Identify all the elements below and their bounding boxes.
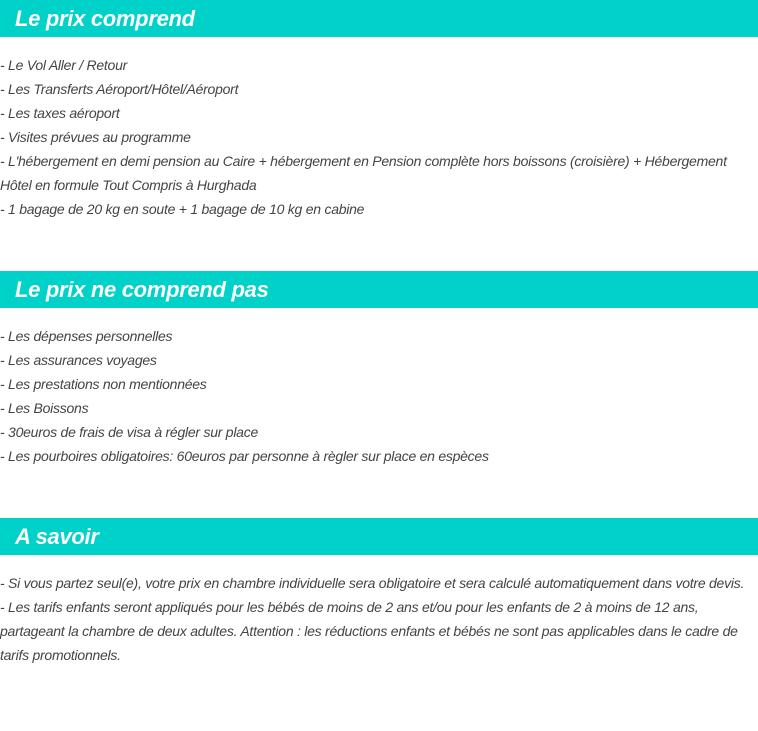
- section-title: Le prix ne comprend pas: [15, 276, 269, 302]
- section-header: [0, 518, 758, 555]
- list-item: - Les assurances voyages: [0, 352, 157, 368]
- included-list: [0, 37, 758, 221]
- list-item: - Les tarifs enfants seront appliqués pour les bébés de moins de 2 ans et/ou pour les enfants de 2 à moins de 12 ans, partageant la chambre de deux adultes. Attention : les réductions enfants et bébés ne sont pas applicables dans le cadre de tarifs promotionnels.: [0, 599, 738, 663]
- list-item: - Visites prévues au programme: [0, 129, 191, 145]
- list-item: - Si vous partez seul(e), votre prix en chambre individuelle sera obligatoire et sera calculé automatiquement dans votre devis.: [0, 575, 745, 591]
- list-item: - Les taxes aéroport: [0, 105, 120, 121]
- list-item: - Le Vol Aller / Retour: [0, 57, 128, 73]
- not-included-list: [0, 308, 758, 468]
- section-title: A savoir: [15, 523, 99, 549]
- good-to-know-list: [0, 555, 758, 667]
- list-item: - Les dépenses personnelles: [0, 328, 173, 344]
- list-item: - Les pourboires obligatoires: 60euros par personne à règler sur place en espèces: [0, 448, 489, 464]
- list-item: - 1 bagage de 20 kg en soute + 1 bagage de 10 kg en cabine: [0, 201, 365, 217]
- section-header: [0, 271, 758, 308]
- list-item: - 30euros de frais de visa à régler sur place: [0, 424, 258, 440]
- section-header: [0, 0, 758, 37]
- list-item: - Les prestations non mentionnées: [0, 376, 207, 392]
- section-title: Le prix comprend: [15, 5, 195, 31]
- section-included: [0, 0, 758, 221]
- section-good-to-know: [0, 518, 758, 667]
- section-not-included: [0, 271, 758, 468]
- list-item: - L'hébergement en demi pension au Caire + hébergement en Pension complète hors boissons (croisière) + Hébergement Hôtel en formule Tout Compris à Hurghada: [0, 153, 727, 193]
- list-item: - Les Transferts Aéroport/Hôtel/Aéroport: [0, 81, 239, 97]
- list-item: - Les Boissons: [0, 400, 89, 416]
